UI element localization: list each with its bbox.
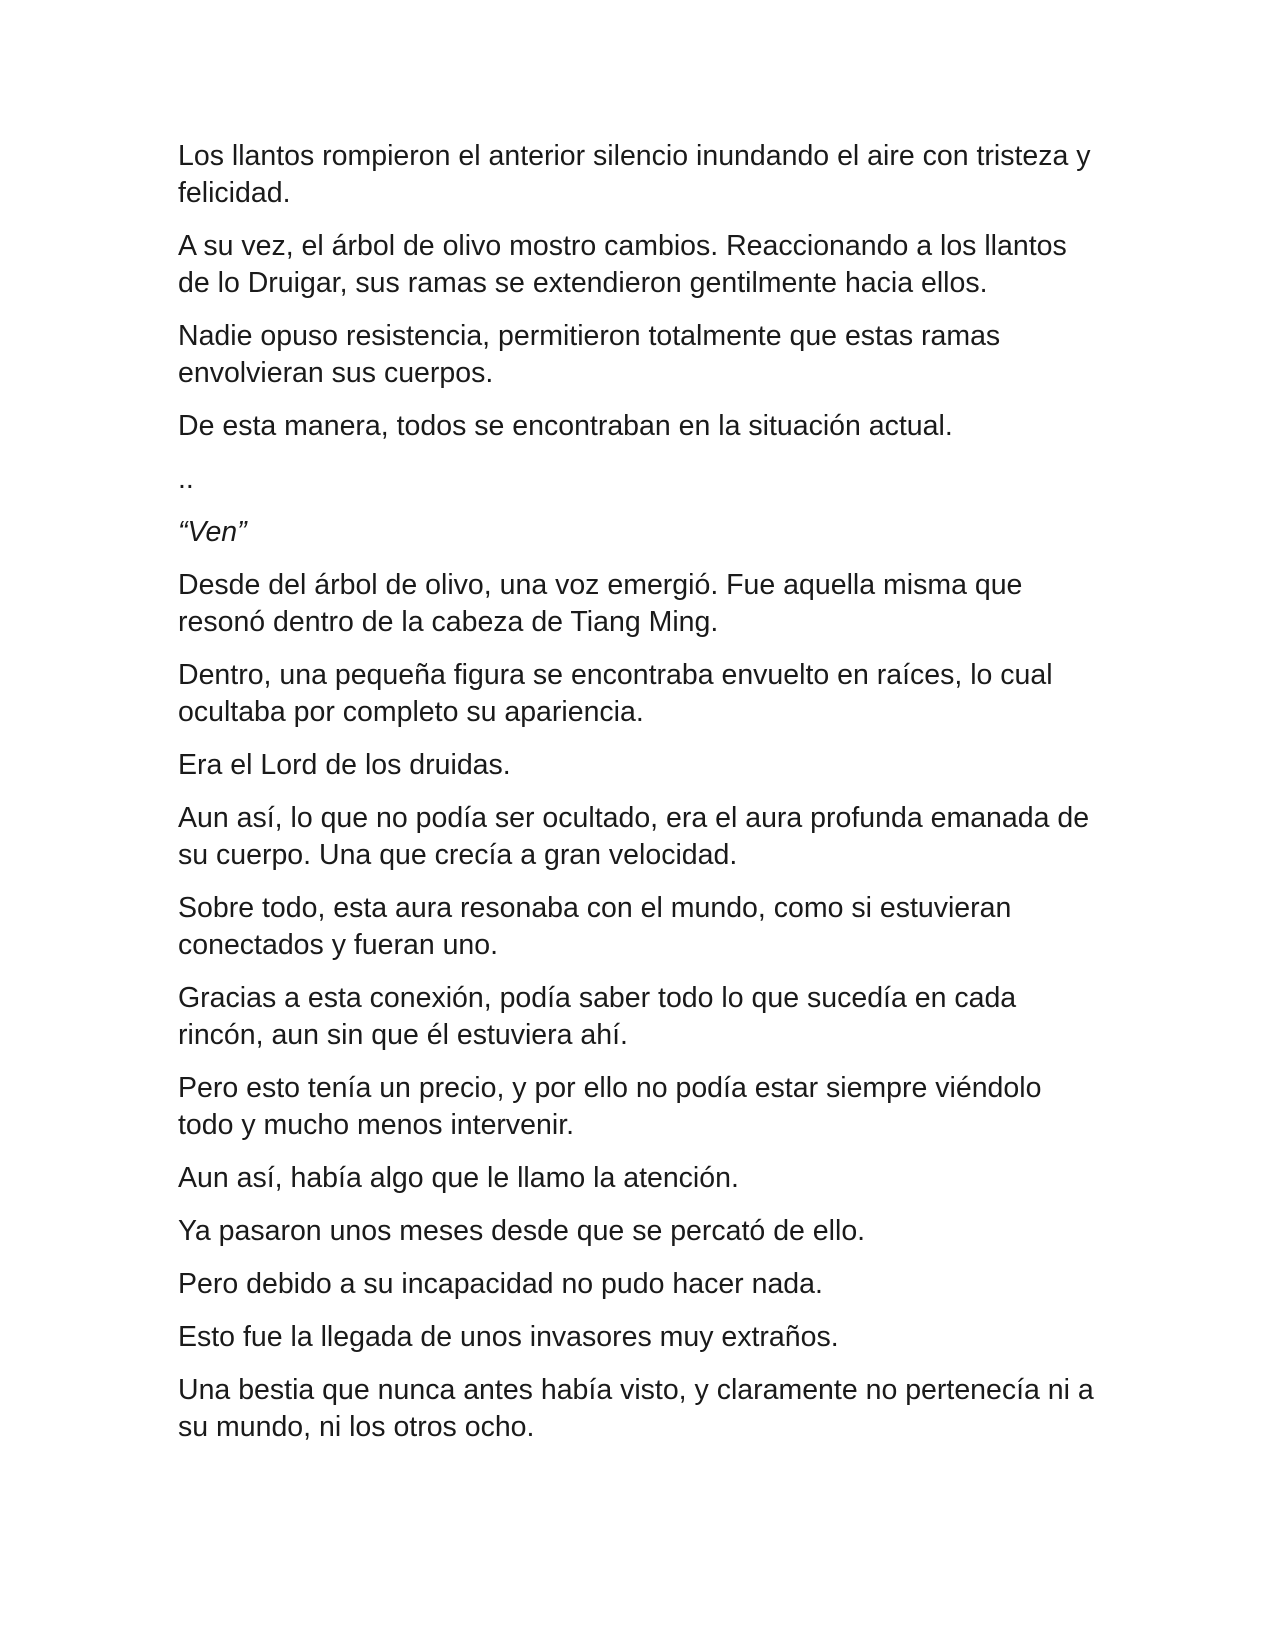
paragraph: Ya pasaron unos meses desde que se percató de ello. bbox=[178, 1215, 866, 1247]
scene-break: .. bbox=[178, 463, 194, 495]
document-page bbox=[178, 138, 1098, 1462]
dialogue-line: “Ven” bbox=[178, 516, 247, 548]
paragraph: Pero debido a su incapacidad no pudo hacer nada. bbox=[178, 1268, 823, 1300]
paragraph: Aun así, lo que no podía ser ocultado, era el aura profunda emanada de su cuerpo. Una que crecía a gran velocidad. bbox=[178, 802, 1090, 871]
paragraph: Era el Lord de los druidas. bbox=[178, 749, 511, 781]
paragraph: Pero esto tenía un precio, y por ello no podía estar siempre viéndolo todo y mucho menos intervenir. bbox=[178, 1072, 1042, 1141]
paragraph: Dentro, una pequeña figura se encontraba envuelto en raíces, lo cual ocultaba por completo su apariencia. bbox=[178, 659, 1053, 728]
paragraph: Aun así, había algo que le llamo la atención. bbox=[178, 1162, 739, 1194]
paragraph: Gracias a esta conexión, podía saber todo lo que sucedía en cada rincón, aun sin que él estuviera ahí. bbox=[178, 982, 1017, 1051]
paragraph: Desde del árbol de olivo, una voz emergió. Fue aquella misma que resonó dentro de la cabeza de Tiang Ming. bbox=[178, 569, 1023, 638]
paragraph: Una bestia que nunca antes había visto, y claramente no pertenecía ni a su mundo, ni los otros ocho. bbox=[178, 1374, 1094, 1443]
paragraph: A su vez, el árbol de olivo mostro cambios. Reaccionando a los llantos de lo Druigar, sus ramas se extendieron gentilmente hacia ellos. bbox=[178, 230, 1067, 299]
paragraph: Esto fue la llegada de unos invasores muy extraños. bbox=[178, 1321, 839, 1353]
paragraph: Sobre todo, esta aura resonaba con el mundo, como si estuvieran conectados y fueran uno. bbox=[178, 892, 1012, 961]
paragraph: Nadie opuso resistencia, permitieron totalmente que estas ramas envolvieran sus cuerpos. bbox=[178, 320, 1001, 389]
paragraph: Los llantos rompieron el anterior silencio inundando el aire con tristeza y felicidad. bbox=[178, 140, 1091, 209]
paragraph: De esta manera, todos se encontraban en la situación actual. bbox=[178, 410, 953, 442]
